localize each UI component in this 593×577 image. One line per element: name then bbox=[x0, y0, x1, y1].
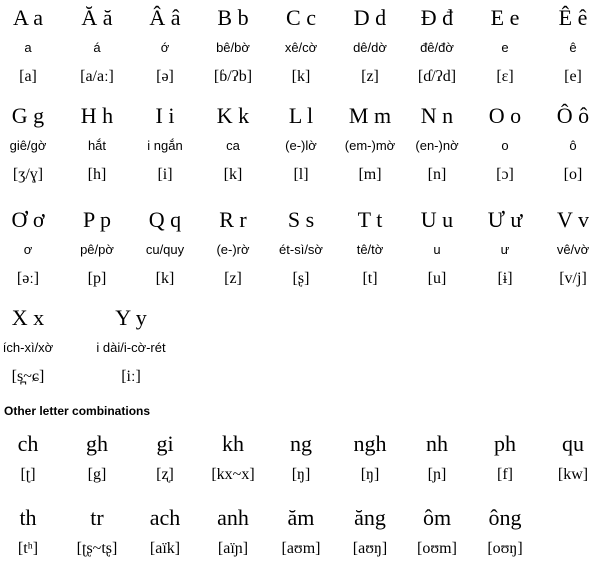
letter: Ơ ơ bbox=[11, 207, 45, 232]
letter: S s bbox=[287, 207, 315, 232]
combination-ipa: [f] bbox=[497, 466, 513, 483]
letter-name: ớ bbox=[160, 40, 170, 55]
combination-ipa: [aʊŋ] bbox=[352, 540, 388, 557]
letter-name: (e-)lờ bbox=[285, 138, 317, 153]
letter-ipa: [o] bbox=[563, 166, 583, 183]
letter-ipa: [t] bbox=[362, 270, 378, 287]
letter-ipa: [m] bbox=[358, 166, 382, 183]
letter: M m bbox=[348, 103, 392, 128]
letter-name: vê/vờ bbox=[556, 242, 590, 257]
combination: qu bbox=[562, 431, 584, 456]
combination: th bbox=[19, 505, 37, 530]
letter: G g bbox=[11, 103, 45, 128]
letter-ipa: [n] bbox=[427, 166, 447, 183]
combination: ăng bbox=[354, 505, 386, 530]
letter-ipa: [ʒ/ɣ] bbox=[12, 166, 44, 183]
letter-ipa: [ʂ] bbox=[292, 270, 310, 287]
letter: A a bbox=[13, 5, 43, 30]
letter-ipa: [əː] bbox=[16, 270, 40, 287]
letter-ipa: [ə] bbox=[156, 68, 174, 85]
letter-ipa: [k] bbox=[291, 68, 311, 85]
letter-ipa: [z] bbox=[224, 270, 242, 287]
combination-ipa: [ʐ] bbox=[156, 466, 174, 483]
letter-ipa: [s̪~ɕ] bbox=[11, 368, 45, 385]
combination: ăm bbox=[287, 505, 315, 530]
letter-name: o bbox=[501, 138, 509, 153]
letter: R r bbox=[219, 207, 247, 232]
letter-name: pê/pờ bbox=[80, 242, 114, 257]
letter: V v bbox=[557, 207, 589, 232]
letter-name: ơ bbox=[23, 242, 33, 257]
combination-ipa: [kx~x] bbox=[211, 466, 255, 483]
combination: ph bbox=[494, 431, 516, 456]
letter: B b bbox=[217, 5, 249, 30]
letter-ipa: [ɨ] bbox=[497, 270, 513, 287]
letter: D d bbox=[353, 5, 387, 30]
combination: ach bbox=[149, 505, 181, 530]
combination-ipa: [ɲ] bbox=[427, 466, 447, 483]
letter-name: cu/quy bbox=[145, 242, 185, 257]
letter: N n bbox=[420, 103, 454, 128]
combination: anh bbox=[217, 505, 249, 530]
letter: Ô ô bbox=[556, 103, 590, 128]
letter: E e bbox=[490, 5, 520, 30]
combination: nh bbox=[426, 431, 448, 456]
combination: kh bbox=[222, 431, 244, 456]
letter-ipa: [iː] bbox=[121, 368, 141, 385]
letter-ipa: [i] bbox=[157, 166, 173, 183]
letter: H h bbox=[80, 103, 114, 128]
combination-ipa: [g] bbox=[87, 466, 107, 483]
combination-ipa: [ʈ] bbox=[20, 466, 36, 483]
letter-ipa: [z] bbox=[361, 68, 379, 85]
combination: ông bbox=[488, 505, 522, 530]
letter: Đ đ bbox=[420, 5, 454, 30]
combination-ipa: [aïɲ] bbox=[217, 540, 249, 557]
letter-name: ích-xì/xờ bbox=[2, 340, 54, 355]
combination-ipa: [ŋ] bbox=[291, 466, 311, 483]
letter-ipa: [l] bbox=[293, 166, 309, 183]
letter-ipa: [k] bbox=[155, 270, 175, 287]
letter: Ê ê bbox=[558, 5, 588, 30]
letter: U u bbox=[420, 207, 454, 232]
letter-ipa: [h] bbox=[87, 166, 107, 183]
combination-ipa: [ŋ] bbox=[360, 466, 380, 483]
combination: ôm bbox=[422, 505, 452, 530]
letter-ipa: [u] bbox=[427, 270, 447, 287]
letter-name: a bbox=[24, 40, 32, 55]
combination-ipa: [oʊŋ] bbox=[487, 540, 523, 557]
letter-name: á bbox=[93, 40, 101, 55]
letter-ipa: [ɗ/ʔd] bbox=[417, 68, 457, 85]
letter: T t bbox=[357, 207, 383, 232]
letter-name: bê/bờ bbox=[216, 40, 250, 55]
letter-ipa: [a] bbox=[19, 68, 37, 85]
combination-ipa: [aʊm] bbox=[281, 540, 321, 557]
letter: C c bbox=[286, 5, 316, 30]
letter: O o bbox=[488, 103, 522, 128]
combination-ipa: [kw] bbox=[557, 466, 589, 483]
letter: L l bbox=[288, 103, 314, 128]
letter-ipa: [p] bbox=[87, 270, 107, 287]
letter-ipa: [v/j] bbox=[559, 270, 587, 287]
letter-ipa: [k] bbox=[223, 166, 243, 183]
letter: Q q bbox=[148, 207, 182, 232]
combination: ngh bbox=[353, 431, 387, 456]
letter-name: u bbox=[433, 242, 441, 257]
letter: Ư ư bbox=[487, 207, 523, 232]
combination: gi bbox=[156, 431, 174, 456]
letter: Ă ă bbox=[81, 5, 113, 30]
letter-name: ét-sì/sờ bbox=[279, 242, 323, 257]
letter-ipa: [ɓ/ʔb] bbox=[213, 68, 253, 85]
combination: ch bbox=[17, 431, 39, 456]
letter: P p bbox=[83, 207, 111, 232]
letter-name: xê/cờ bbox=[284, 40, 318, 55]
letter-name: giê/gờ bbox=[9, 138, 47, 153]
letter-name: đê/đờ bbox=[420, 40, 454, 55]
letter-name: i dài/i-cờ-rét bbox=[96, 340, 166, 355]
combination-ipa: [tʰ] bbox=[17, 540, 39, 557]
combination: ng bbox=[290, 431, 312, 456]
letter-ipa: [ɔ] bbox=[496, 166, 514, 183]
letter-name: (e-)rờ bbox=[216, 242, 250, 257]
letter-name: (en-)nờ bbox=[415, 138, 459, 153]
letter-name: ư bbox=[500, 242, 510, 257]
letter: K k bbox=[216, 103, 250, 128]
letter-name: ca bbox=[226, 138, 240, 153]
letter-name: ê bbox=[569, 40, 577, 55]
combination-ipa: [aïk] bbox=[149, 540, 181, 557]
letter-ipa: [e] bbox=[564, 68, 582, 85]
letter-ipa: [ɛ] bbox=[496, 68, 514, 85]
letter-name: hắt bbox=[87, 138, 107, 153]
letter-name: tê/tờ bbox=[356, 242, 384, 257]
combination-ipa: [oʊm] bbox=[417, 540, 457, 557]
letter: Y y bbox=[115, 305, 147, 330]
letter: X x bbox=[11, 305, 45, 330]
letter: Â â bbox=[149, 5, 181, 30]
section-title: Other letter combinations bbox=[4, 404, 151, 418]
combination: gh bbox=[86, 431, 108, 456]
letter: I i bbox=[155, 103, 175, 128]
combination: tr bbox=[90, 505, 104, 530]
letter-name: ô bbox=[569, 138, 577, 153]
combination-ipa: [ʈʂ~tʂ] bbox=[76, 540, 118, 557]
letter-name: dê/dờ bbox=[353, 40, 387, 55]
letter-name: e bbox=[501, 40, 509, 55]
letter-name: i ngắn bbox=[147, 138, 183, 153]
letter-name: (em-)mờ bbox=[344, 138, 396, 153]
letter-ipa: [a/aː] bbox=[80, 68, 114, 85]
